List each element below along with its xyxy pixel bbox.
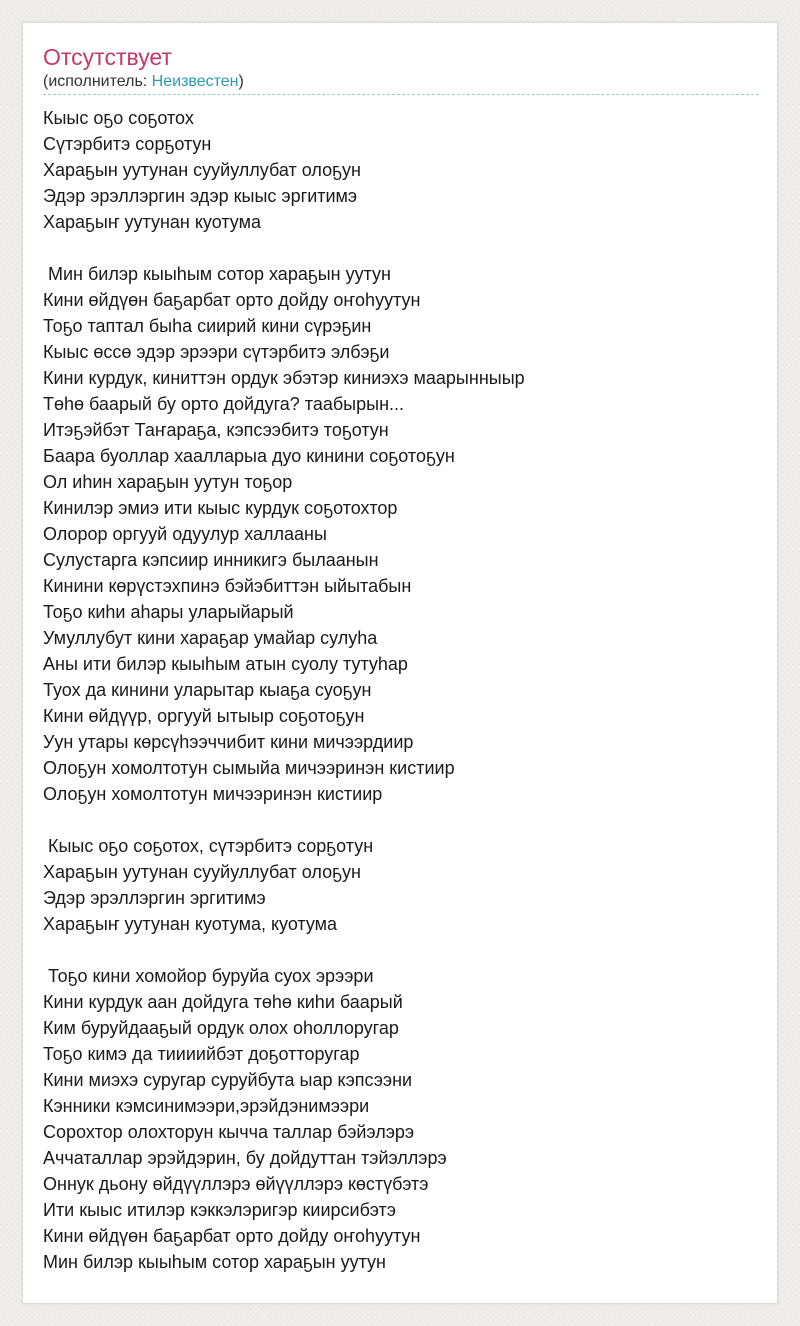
lyric-line: Хараҕыҥ уутунан куотума, куотума bbox=[43, 914, 338, 934]
lyric-line: Кинини көрүстэхпинэ бэйэбиттэн ыйытабын bbox=[43, 576, 412, 596]
stanza-break bbox=[43, 807, 759, 833]
lyric-line: Кини өйдүөн баҕарбат орто дойду оҥоһуутун bbox=[43, 1226, 421, 1246]
stanza-break bbox=[43, 937, 759, 963]
lyric-line: Ким буруйдааҕый ордук олох оһоллоругар bbox=[43, 1018, 399, 1038]
lyric-line: Аны ити билэр кыыһым атын суолу тутуһар bbox=[43, 654, 408, 674]
lyric-line: Тоҕо кимэ да тиииийбэт доҕотторугар bbox=[43, 1044, 360, 1064]
lyric-line: Кыыс оҕо соҕотох bbox=[43, 108, 194, 128]
lyric-line: Кини курдук, киниттэн ордук эбэтэр киниэхэ маарынныыр bbox=[43, 368, 525, 388]
lyric-line: Баара буоллар хаалларыа дуо кинини соҕотоҕун bbox=[43, 446, 455, 466]
lyric-line: Кини өйдүөн баҕарбат орто дойду оҥоһуутун bbox=[43, 290, 421, 310]
artist-suffix: ) bbox=[238, 73, 244, 90]
lyric-line: Итэҕэйбэт Таҥараҕа, кэпсээбитэ тоҕотун bbox=[43, 420, 389, 440]
lyrics-text bbox=[43, 105, 759, 1275]
artist-line bbox=[43, 72, 759, 92]
lyric-line: Мин билэр кыыһым сотор хараҕын уутун bbox=[43, 1252, 386, 1272]
lyric-line: Кыыс өссө эдэр эрээри сүтэрбитэ элбэҕи bbox=[43, 342, 390, 362]
lyric-line: Мин билэр кыыһым сотор хараҕын уутун bbox=[43, 264, 391, 284]
lyric-line: Олоҕун хомолтотун сымыйа мичээринэн кистиир bbox=[43, 758, 455, 778]
lyric-line: Кини курдук аан дойдуга төһө киһи баарый bbox=[43, 992, 403, 1012]
lyric-line: Хараҕын уутунан сууйуллубат олоҕун bbox=[43, 862, 361, 882]
lyric-line: Тоҕо кини хомойор буруйа суох эрээри bbox=[43, 966, 374, 986]
lyric-line: Эдэр эрэллэргин эдэр кыыс эргитимэ bbox=[43, 186, 358, 206]
lyric-line: Ити кыыс итилэр кэккэлэригэр киирсибэтэ bbox=[43, 1200, 396, 1220]
lyric-line: Оннук дьону өйдүүллэрэ өйүүллэрэ көстүбэтэ bbox=[43, 1174, 429, 1194]
lyric-line: Аччаталлар эрэйдэрин, бу дойдуттан тэйэллэрэ bbox=[43, 1148, 447, 1168]
lyric-line: Эдэр эрэллэргин эргитимэ bbox=[43, 888, 266, 908]
lyric-line: Сүтэрбитэ сорҕотун bbox=[43, 134, 212, 154]
header-divider bbox=[43, 94, 759, 95]
artist-link[interactable]: Неизвестен bbox=[151, 73, 239, 90]
lyric-line: Тоҕо таптал быһа сиирий кини сүрэҕин bbox=[43, 316, 372, 336]
lyric-line: Хараҕын уутунан сууйуллубат олоҕун bbox=[43, 160, 361, 180]
lyric-line: Ол иһин хараҕын уутун тоҕор bbox=[43, 472, 293, 492]
lyric-line: Сулустарга кэпсиир инникигэ былаанын bbox=[43, 550, 379, 570]
lyric-line: Олорор оргууй одуулур халлааны bbox=[43, 524, 327, 544]
song-title: Отсутствует bbox=[43, 44, 172, 70]
lyric-line: Кинилэр эмиэ ити кыыс курдук соҕотохтор bbox=[43, 498, 398, 518]
lyric-line: Олоҕун хомолтотун мичээринэн кистиир bbox=[43, 784, 383, 804]
artist-prefix: (исполнитель: bbox=[43, 73, 152, 90]
lyric-line: Кини өйдүүр, оргууй ытыыр соҕотоҕун bbox=[43, 706, 365, 726]
song-header bbox=[43, 43, 759, 92]
stanza-break bbox=[43, 235, 759, 261]
lyric-line: Кыыс оҕо соҕотох, сүтэрбитэ сорҕотун bbox=[43, 836, 374, 856]
lyric-line: Умуллубут кини хараҕар умайар сулуһа bbox=[43, 628, 378, 648]
lyric-line: Кини миэхэ суругар суруйбута ыар кэпсээни bbox=[43, 1070, 413, 1090]
lyric-line: Кэнники кэмсинимээри,эрэйдэнимээри bbox=[43, 1096, 370, 1116]
lyrics-card bbox=[22, 22, 778, 1304]
lyric-line: Тоҕо киһи аһары уларыйарый bbox=[43, 602, 294, 622]
lyric-line: Туох да кинини уларытар кыаҕа суоҕун bbox=[43, 680, 372, 700]
lyric-line: Сорохтор олохторун кычча таллар бэйэлэрэ bbox=[43, 1122, 415, 1142]
lyric-line: Хараҕыҥ уутунан куотума bbox=[43, 212, 261, 232]
lyric-line: Уун утары көрсүһээччибит кини мичээрдиир bbox=[43, 732, 414, 752]
lyric-line: Төһө баарый бу орто дойдуга? таабырын... bbox=[43, 394, 405, 414]
